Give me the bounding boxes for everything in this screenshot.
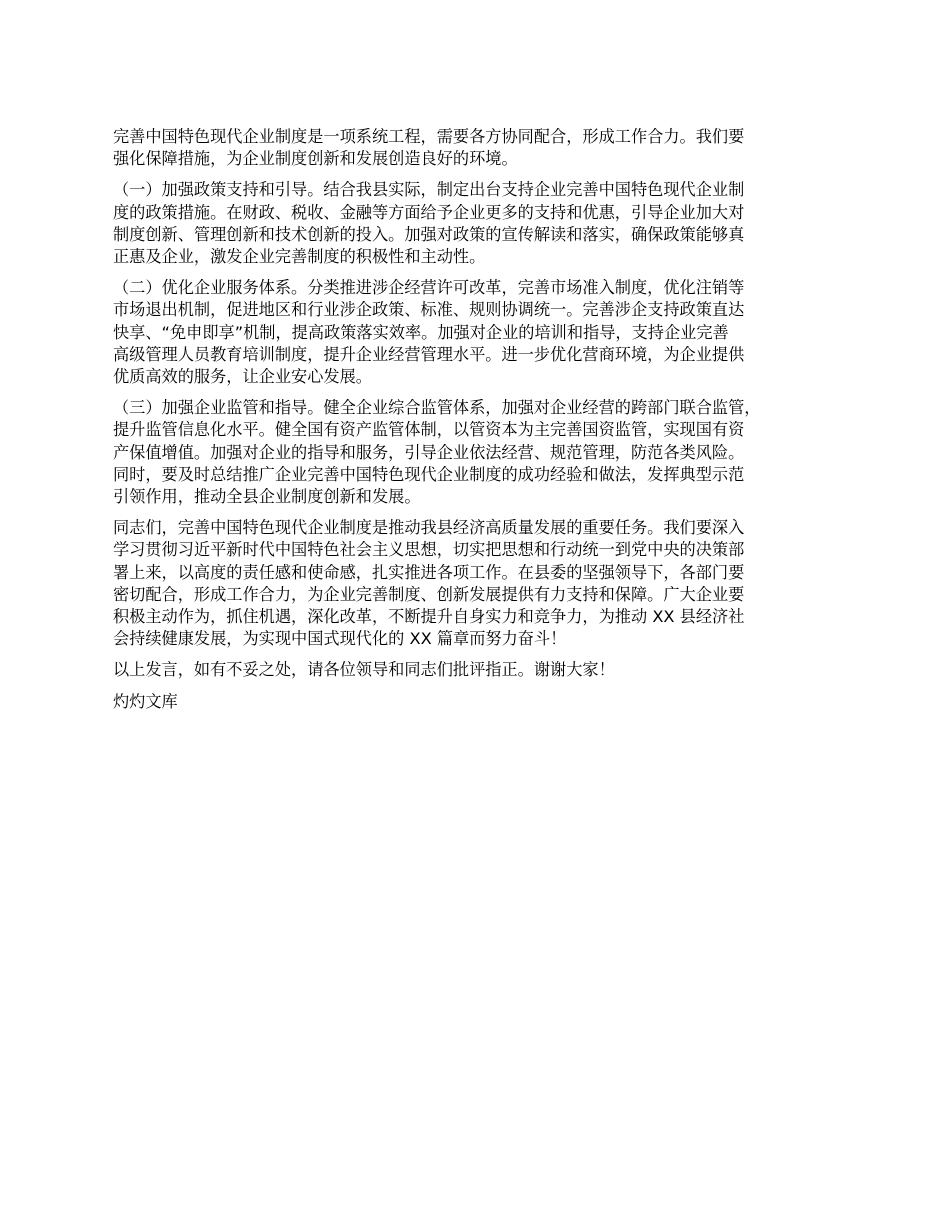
text-line: 同志们，完善中国特色现代企业制度是推动我县经济高质量发展的重要任务。我们要深入 (113, 518, 745, 538)
text-line: 同时，要及时总结推广企业完善中国特色现代企业制度的成功经验和做法，发挥典型示范 (113, 464, 745, 484)
text-line: 会持续健康发展，为实现中国式现代化的 XX 篇章而努力奋斗！ (113, 629, 567, 649)
text-line: 引领作用，推动全县企业制度创新和发展。 (113, 487, 421, 507)
text-line: 市场退出机制，促进地区和行业涉企政策、标准、规则协调统一。完善涉企支持政策直达 (113, 300, 745, 320)
text-line: 灼灼文库 (113, 691, 178, 711)
paragraph-service-system (113, 277, 858, 388)
paragraph-supervision (113, 397, 858, 508)
paragraph-signature (113, 691, 858, 713)
text-line: 以上发言，如有不妥之处，请各位领导和同志们批评指正。谢谢大家！ (113, 660, 615, 680)
text-line: （三）加强企业监管和指导。健全企业综合监管体系，加强对企业经营的跨部门联合监管， (113, 398, 761, 418)
text-line: 快享、“免申即享”机制，提高政策落实效率。加强对企业的培训和指导，支持企业完善 (113, 322, 729, 342)
paragraph-thanks (113, 659, 858, 681)
text-line: （一）加强政策支持和引导。结合我县实际，制定出台支持企业完善中国特色现代企业制 (113, 180, 745, 200)
paragraph-closing-call (113, 517, 858, 650)
text-line: 提升监管信息化水平。健全国有资产监管体制，以管资本为主完善国资监管，实现国有资 (113, 420, 745, 440)
text-line: 优质高效的服务，让企业安心发展。 (113, 367, 372, 387)
text-line: 产保值增值。加强对企业的指导和服务，引导企业依法经营、规范管理，防范各类风险。 (113, 442, 745, 462)
text-line: 积极主动作为，抓住机遇，深化改革，不断提升自身实力和竞争力，为推动 XX 县经济社 (113, 607, 745, 627)
text-line: 强化保障措施，为企业制度创新和发展创造良好的环境。 (113, 149, 518, 169)
text-line: 署上来，以高度的责任感和使命感，扎实推进各项工作。在县委的坚强领导下，各部门要 (113, 562, 745, 582)
paragraph-intro (113, 126, 858, 170)
text-line: 制度创新、管理创新和技术创新的投入。加强对政策的宣传解读和落实，确保政策能够真 (113, 224, 745, 244)
text-line: 密切配合，形成工作合力，为企业完善制度、创新发展提供有力支持和保障。广大企业要 (113, 584, 745, 604)
text-line: 高级管理人员教育培训制度，提升企业经营管理水平。进一步优化营商环境，为企业提供 (113, 344, 745, 364)
text-line: 学习贯彻习近平新时代中国特色社会主义思想，切实把思想和行动统一到党中央的决策部 (113, 540, 745, 560)
document-page (113, 126, 858, 722)
text-line: 正惠及企业，激发企业完善制度的积极性和主动性。 (113, 247, 486, 267)
text-line: 度的政策措施。在财政、税收、金融等方面给予企业更多的支持和优惠，引导企业加大对 (113, 202, 745, 222)
text-line: 完善中国特色现代企业制度是一项系统工程，需要各方协同配合，形成工作合力。我们要 (113, 127, 745, 146)
paragraph-policy-support (113, 179, 858, 268)
text-line: （二）优化企业服务体系。分类推进涉企经营许可改革，完善市场准入制度，优化注销等 (113, 278, 745, 298)
